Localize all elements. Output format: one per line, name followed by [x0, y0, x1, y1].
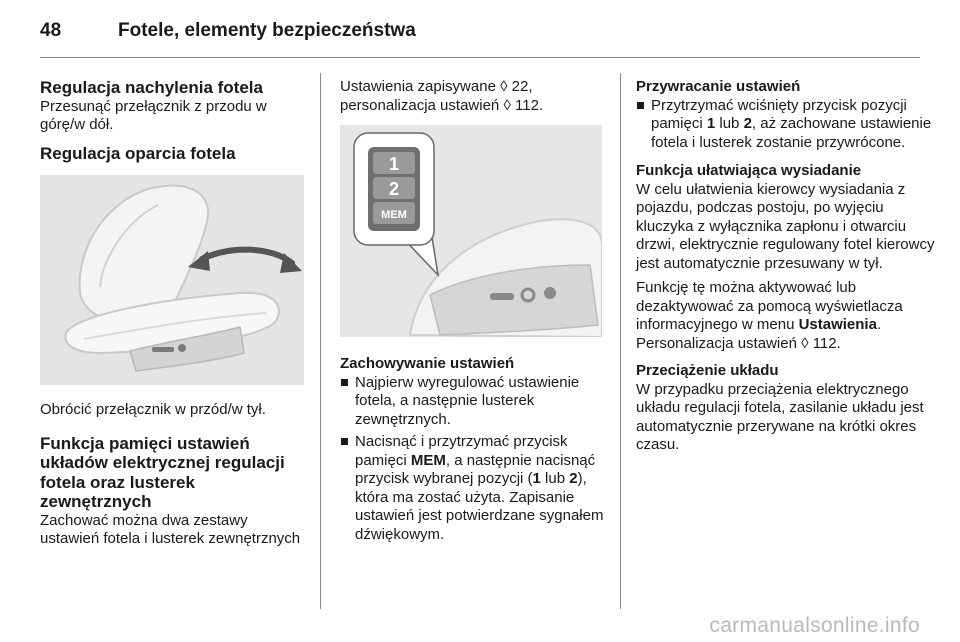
heading-seat-tilt: Regulacja nachylenia fotela — [40, 78, 263, 97]
list-item: Nacisnąć i przytrzymać przycisk pamięci MEM, a następnie nacisnąć przycisk wybranej pozycji (1 lub 2), która ma zostać użyta. Zapisanie ustawień jest potwierdzane sygnałem dźwiękowym. — [340, 433, 610, 544]
page-number: 48 — [40, 20, 62, 41]
page-title: Fotele, elementy bezpieczeństwa — [118, 20, 416, 41]
text-settings-intro: Ustawienia zapisywane ◊ 22, personalizacja ustawień ◊ 112. — [340, 78, 544, 114]
restoring-steps-list — [636, 97, 936, 153]
memory-button-mem-label: MEM — [381, 209, 407, 221]
bullet-square-icon — [341, 379, 348, 386]
heading-overload: Przeciążenie układu — [636, 362, 779, 379]
memory-button-2-label: 2 — [388, 179, 400, 199]
text-easy-exit-activation: Funkcję tę można aktywować lub dezaktywować za pomocą wyświetlacza informacyjnego w menu Ustawienia. Personalizacja ustawień ◊ 112. — [636, 279, 903, 352]
ref-arrow-icon: ◊ — [503, 96, 511, 114]
text-easy-exit: W celu ułatwienia kierowcy wysiadania z pojazdu, podczas postoju, po wyjęciu kluczyka z wyłącznika zapłonu i otwarciu drzwi, elektrycznie regulowany fotel kierowcy jest automatycznie przesuwany w tył. — [636, 180, 935, 272]
list-item: Najpierw wyregulować ustawienie fotela, a następnie lusterek zewnętrznych. — [340, 374, 610, 430]
heading-restoring-settings: Przywracanie ustawień — [636, 78, 801, 95]
column-divider-2 — [620, 73, 621, 609]
column-3 — [636, 78, 936, 455]
header-rule — [40, 57, 920, 58]
ref-arrow-icon: ◊ — [801, 334, 809, 352]
bullet-square-icon — [341, 438, 348, 445]
heading-saving-settings: Zachowywanie ustawień — [340, 355, 515, 372]
saving-steps-list — [340, 374, 610, 545]
seat-backrest-illustration — [40, 175, 304, 385]
text-seat-tilt: Przesunąć przełącznik z przodu w górę/w dół. — [40, 97, 267, 133]
memory-buttons-illustration — [340, 125, 602, 337]
column-1 — [40, 78, 310, 549]
column-divider-1 — [320, 73, 321, 609]
text-overload: W przypadku przeciążenia elektrycznego układu regulacji fotela, zasilanie układu jest automatycznie przerywane na krótki okres czasu. — [636, 380, 924, 453]
watermark: carmanualsonline.info — [709, 614, 920, 637]
text-memory-function: Zachować można dwa zestawy ustawień fotela i lusterek zewnętrznych — [40, 511, 301, 547]
page-header — [40, 14, 920, 54]
bullet-square-icon — [637, 102, 644, 109]
heading-backrest: Regulacja oparcia fotela — [40, 143, 236, 163]
list-item: Przytrzymać wciśnięty przycisk pozycji pamięci 1 lub 2, aż zachowane ustawienie fotela i lusterek zostanie przywrócone. — [636, 97, 936, 153]
heading-memory-function: Funkcja pamięci ustawień układów elektrycznej regulacji fotela oraz lusterek zewnętrznych — [40, 433, 285, 511]
text-backrest: Obrócić przełącznik w przód/w tył. — [40, 401, 266, 418]
memory-button-1-label: 1 — [388, 154, 400, 174]
column-2 — [340, 78, 610, 548]
heading-easy-exit: Funkcja ułatwiająca wysiadanie — [636, 162, 862, 179]
ref-arrow-icon: ◊ — [500, 78, 508, 95]
